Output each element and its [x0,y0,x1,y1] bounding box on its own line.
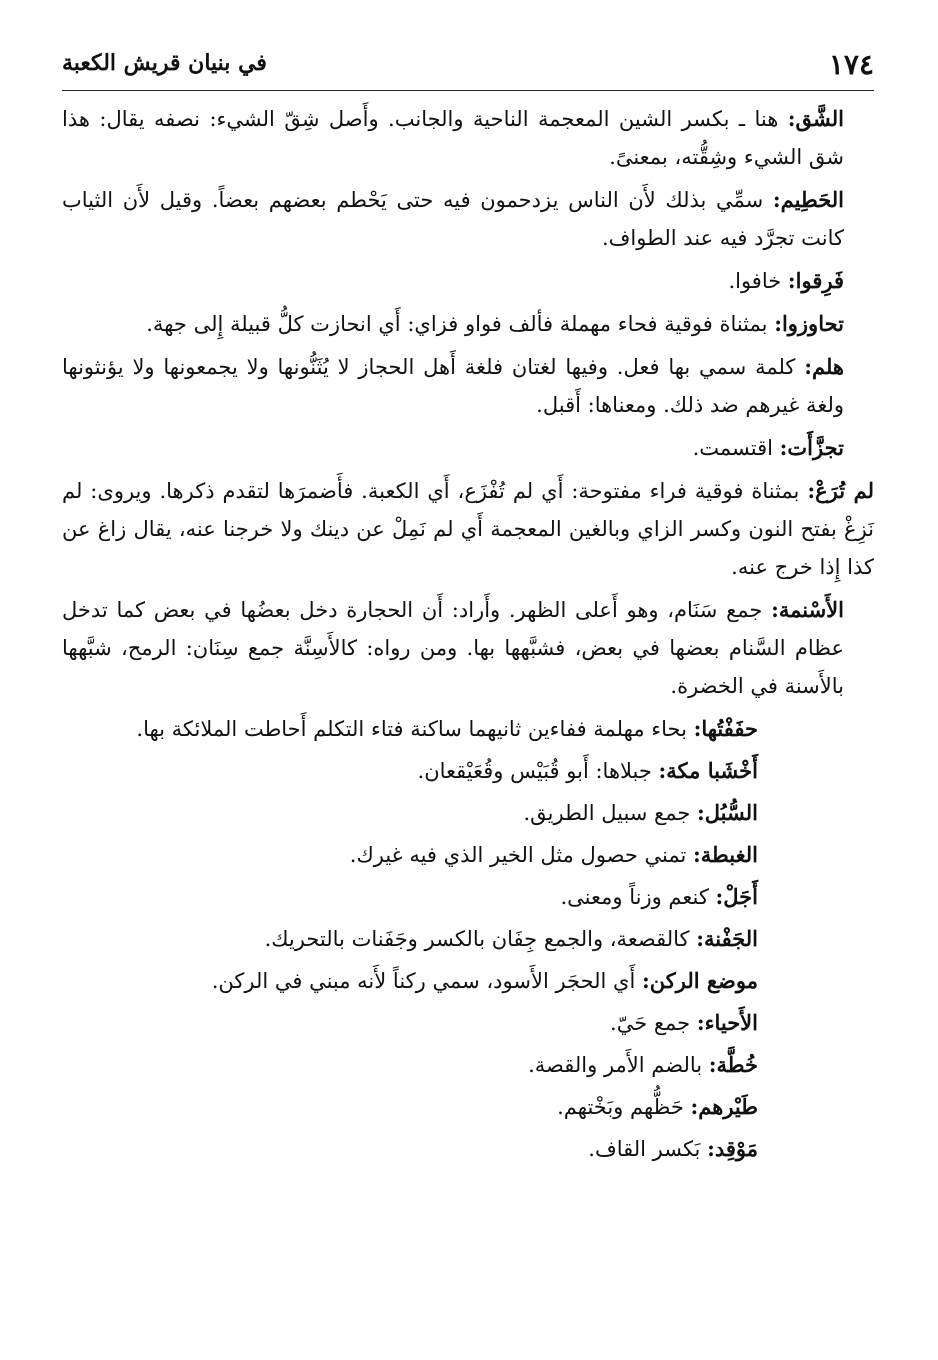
entry-term: أَخْشَبا مكة: [658,758,758,783]
entry-text: تمني حصول مثل الخير الذي فيه غيرك. [349,843,694,867]
entry-text: جمع سَنَام، وهو أَعلى الظهر. وأَراد: أَن الحجارة دخل بعضُها في بعض كما تدخل عظام السَّنام بعضها في بعض، فشبَّهها بها. ومن رواه: كالأَسِنَّة جمع سِنَان: الرمح، شبَّهها بالأَسنة في الخضرة. [62,598,844,698]
page-number: ١٧٤ [828,48,874,81]
entry-term: هلم: [804,354,844,379]
glossary-entry [62,836,874,874]
glossary-entry [62,305,874,343]
glossary-entry [62,878,874,916]
entry-term: الغبطة: [693,842,758,867]
entry-term: فَرِقوا: [787,268,844,293]
entry-text: جبلاها: أَبو قُبَيْس وقُعَيْقعان. [417,759,659,783]
glossary-entry [62,472,874,586]
entry-term: خُطَّة: [708,1052,758,1077]
glossary-entry [62,262,874,300]
entry-term: الأَسْنمة: [771,597,844,622]
entry-term: أَجَلْ: [715,884,758,909]
entry-text: كلمة سمي بها فعل. وفيها لغتان فلغة أَهل الحجاز لا يُثَنُّونها ولا يجمعونها ولا يؤنثونها ولغة غيرهم ضد ذلك. ومعناها: أَقبل. [62,355,844,417]
entry-text: سمِّي بذلك لأَن الناس يزدحمون فيه حتى يَحْطم بعضهم بعضاً. وقيل لأَن الثياب كانت تجرَّد فيه عند الطواف. [62,188,844,250]
entry-term: الشَّق: [787,106,844,131]
entry-term: لم تُرَعْ: [807,478,874,503]
glossary-entry [62,794,874,832]
glossary-entry [62,1088,874,1126]
glossary-body [62,100,874,1172]
entry-term: السُّبُل: [697,800,758,825]
entry-term: تحاوزوا: [774,311,844,336]
glossary-entry [62,1046,874,1084]
entry-term: موضع الركن: [642,968,758,993]
glossary-entry [62,100,874,176]
glossary-entry [62,181,874,257]
entry-text: اقتسمت. [692,436,780,460]
entry-text: بَكسر القاف. [588,1137,708,1161]
glossary-entry [62,429,874,467]
entry-text: جمع حَيّ. [610,1011,697,1035]
glossary-entry [62,752,874,790]
page-header [62,42,874,88]
entry-term: الأَحياء: [696,1010,758,1035]
entry-term: تجزَّأَت: [779,435,844,460]
header-rule [62,90,874,91]
glossary-entry [62,1130,874,1168]
running-title: في بنيان قريش الكعبة [62,50,267,76]
glossary-entry [62,1004,874,1042]
entry-text: بحاء مهلمة ففاءين ثانيهما ساكنة فتاء التكلم أَحاطت الملائكة بها. [136,717,694,741]
entry-text: بالضم الأَمر والقصة. [528,1053,709,1077]
glossary-entry [62,710,874,748]
entry-text: خافوا. [728,269,788,293]
entry-text: أَي الحجَر الأَسود، سمي ركناً لأَنه مبني في الركن. [211,969,643,993]
glossary-entry [62,591,874,705]
entry-text: بمثناة فوقية فحاء مهملة فألف فواو فزاي: أَي انحازت كلُّ قبيلة إِلى جهة. [146,312,775,336]
glossary-entry [62,920,874,958]
entry-text: بمثناة فوقية فراء مفتوحة: أَي لم تُفْزَع، أَي الكعبة. فأَضمرَها لتقدم ذكرها. ويروى: لم نَزِغْ بفتح النون وكسر الزاي وبالغين المعجمة أَي لم نَمِلْ عن دينك ولا خرجنا عنه، يقال زاغ عن كذا إِذا خرج عنه. [62,479,874,579]
glossary-entry [62,348,874,424]
entry-term: الجَفْنة: [696,926,758,951]
entry-text: كالقصعة، والجمع جِفَان بالكسر وجَفَنات بالتحريك. [264,927,697,951]
glossary-entry [62,962,874,1000]
entry-term: الحَطِيم: [772,187,844,212]
entry-term: مَوْقِد: [707,1136,758,1161]
entry-text: كنعم وزناً ومعنى. [560,885,716,909]
entry-text: حَظُّهم وبَخْتهم. [557,1095,691,1119]
entry-text: جمع سبيل الطريق. [523,801,698,825]
entry-term: طَيْرهم: [690,1094,758,1119]
entry-term: حفَفْتُها: [693,716,758,741]
entry-text: هنا ـ بكسر الشين المعجمة الناحية والجانب. وأَصل شِقّ الشيء: نصفه يقال: هذا شق الشيء وشِقُّته، بمعنىً. [62,107,844,169]
